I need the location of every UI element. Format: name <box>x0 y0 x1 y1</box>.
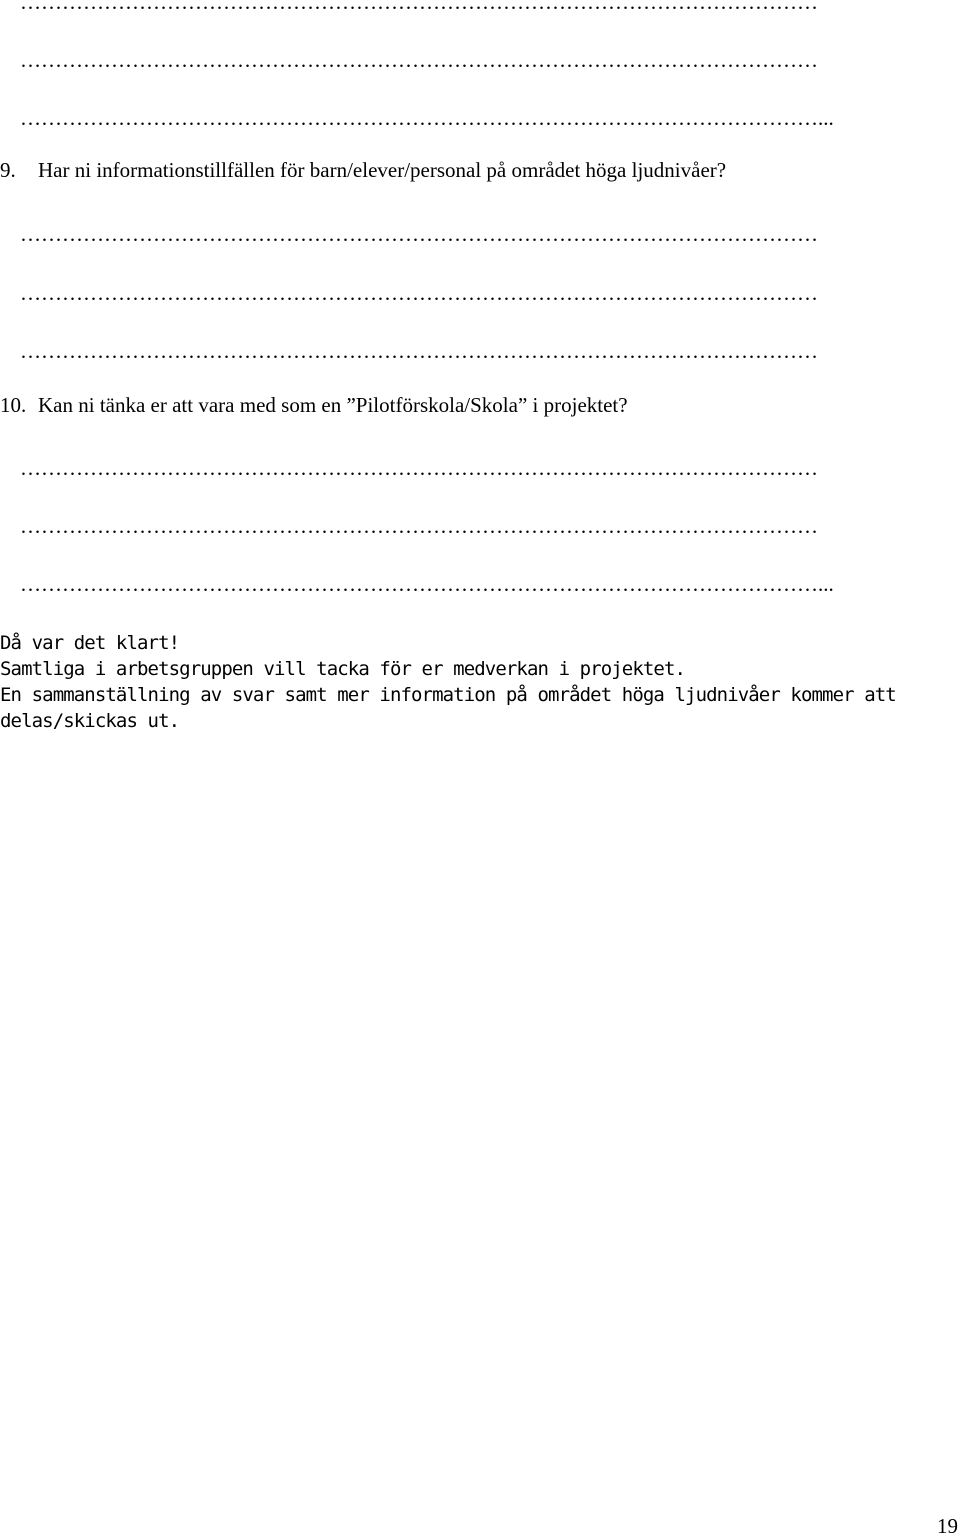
question-text: Kan ni tänka er att vara med som en ”Pilotförskola/Skola” i projektet? <box>38 393 628 417</box>
question-10 <box>0 393 628 417</box>
answer-line: ……………………………………………………………………………………………………... <box>20 106 834 130</box>
answer-line: …………………………………………………………………………………………………… <box>20 281 818 305</box>
question-number: 10. <box>0 393 27 417</box>
question-number: 9. <box>0 158 16 182</box>
answer-line: …………………………………………………………………………………………………… <box>20 456 818 480</box>
closing-line: delas/skickas ut. <box>0 710 180 732</box>
answer-line: …………………………………………………………………………………………………… <box>20 0 818 14</box>
answer-line: …………………………………………………………………………………………………… <box>20 222 818 246</box>
closing-line: En sammanställning av svar samt mer information på området höga ljudnivåer kommer att <box>0 684 896 706</box>
closing-message <box>0 630 958 734</box>
answer-line: …………………………………………………………………………………………………… <box>20 514 818 538</box>
closing-line: Då var det klart! <box>0 632 180 654</box>
question-9 <box>0 158 726 182</box>
answer-line: …………………………………………………………………………………………………… <box>20 339 818 363</box>
question-text: Har ni informationstillfällen för barn/elever/personal på området höga ljudnivåer? <box>38 158 727 182</box>
answer-line: ……………………………………………………………………………………………………... <box>20 572 834 596</box>
closing-line: Samtliga i arbetsgruppen vill tacka för er medverkan i projektet. <box>0 658 686 680</box>
page-number: 19 <box>937 1514 958 1538</box>
answer-line: …………………………………………………………………………………………………… <box>20 48 818 72</box>
